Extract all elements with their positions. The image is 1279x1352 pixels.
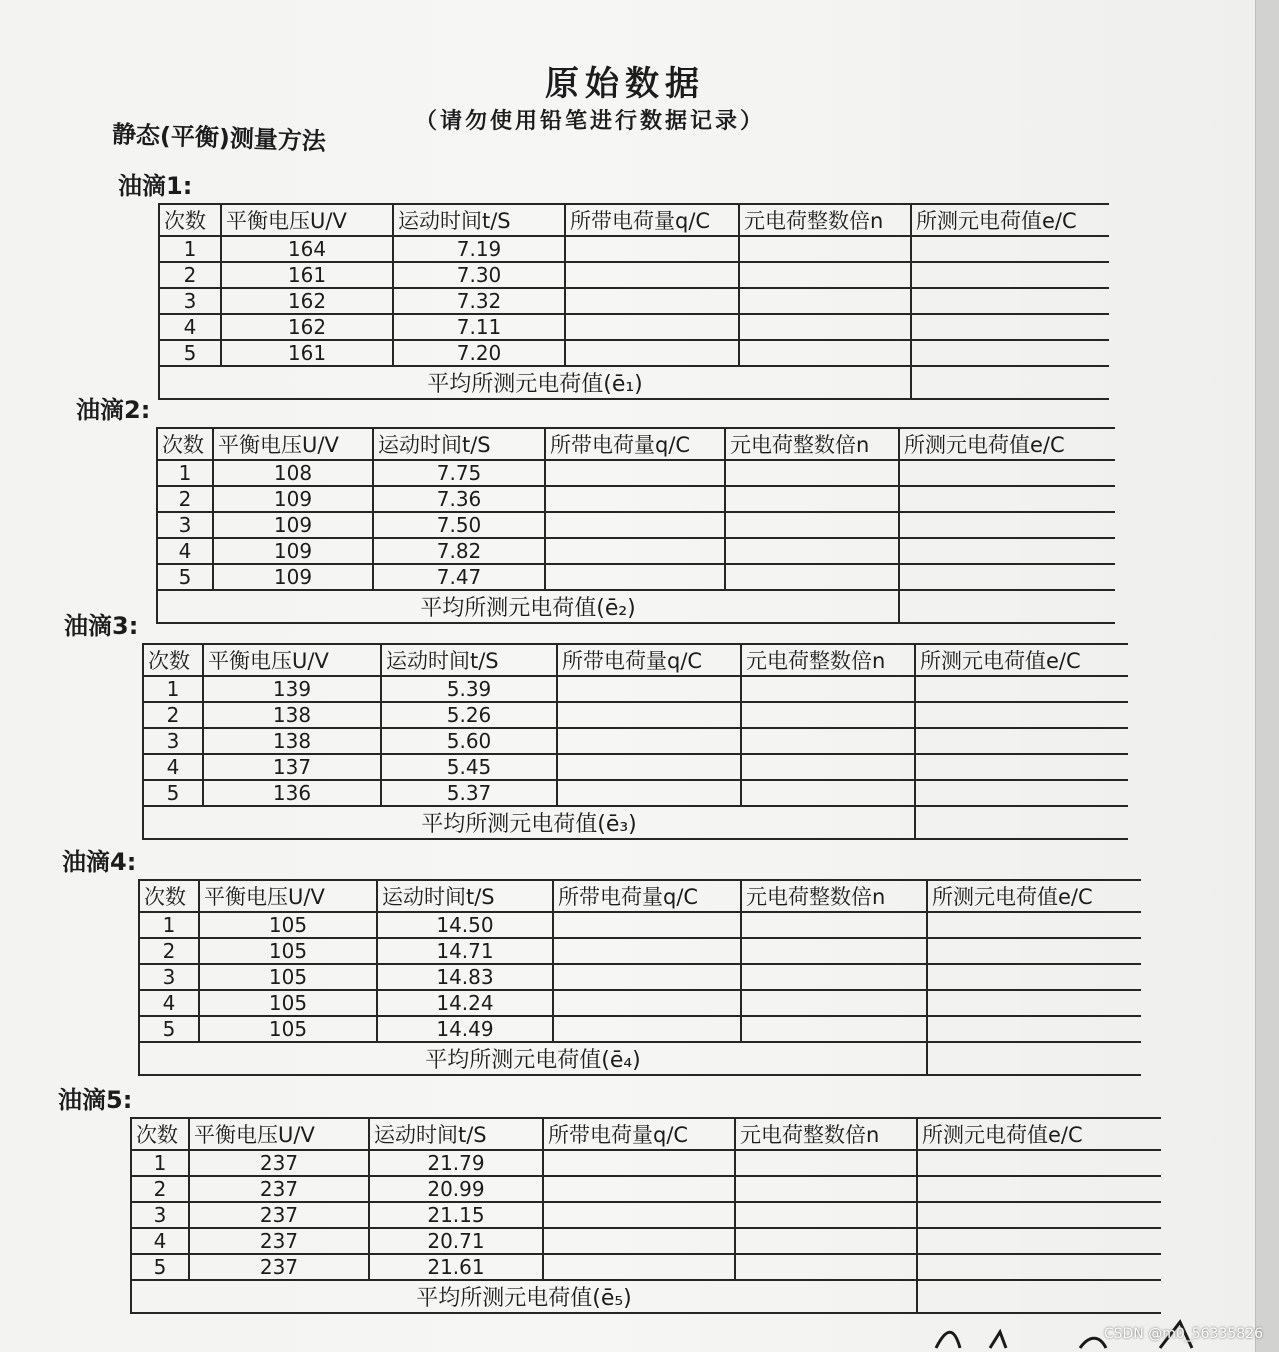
cell-int — [725, 460, 899, 486]
header-t: 运动时间t/S — [377, 880, 553, 912]
data-table — [138, 879, 1141, 1076]
cell-e — [899, 564, 1115, 590]
method-label: 静态(平衡)测量方法 — [111, 120, 327, 156]
table-row — [159, 262, 1109, 288]
cell-e — [917, 1150, 1161, 1176]
table-row — [131, 1202, 1161, 1228]
cell-u: 161 — [221, 340, 393, 366]
table-row — [157, 564, 1115, 590]
cell-n: 4 — [131, 1228, 189, 1254]
header-row — [143, 644, 1128, 676]
cell-u: 162 — [221, 314, 393, 340]
cell-t: 14.83 — [377, 964, 553, 990]
header-t: 运动时间t/S — [393, 204, 565, 236]
cell-e — [917, 1254, 1161, 1280]
table-row — [159, 340, 1109, 366]
cell-int — [725, 512, 899, 538]
drop-label: 油滴2: — [76, 396, 151, 424]
cell-n: 4 — [157, 538, 213, 564]
average-label: 平均所测元电荷值(ē₅) — [131, 1280, 917, 1313]
header-n: 次数 — [131, 1118, 189, 1150]
cell-q — [565, 340, 739, 366]
cell-u: 162 — [221, 288, 393, 314]
cell-n: 1 — [131, 1150, 189, 1176]
cell-t: 7.32 — [393, 288, 565, 314]
cell-q — [557, 780, 741, 806]
cell-q — [553, 990, 741, 1016]
table-row — [131, 1176, 1161, 1202]
cell-q — [543, 1228, 735, 1254]
average-row — [131, 1280, 1161, 1313]
cell-e — [915, 702, 1128, 728]
average-row — [139, 1042, 1141, 1075]
cell-e — [927, 964, 1141, 990]
header-q: 所带电荷量q/C — [565, 204, 739, 236]
cell-int — [741, 1016, 927, 1042]
header-n: 次数 — [159, 204, 221, 236]
cell-e — [911, 262, 1109, 288]
cell-q — [553, 1016, 741, 1042]
header-q: 所带电荷量q/C — [545, 428, 725, 460]
watermark: CSDN @m0_56335826 — [1103, 1326, 1263, 1342]
cell-u: 105 — [199, 938, 377, 964]
header-u: 平衡电压U/V — [213, 428, 373, 460]
cell-n: 4 — [139, 990, 199, 1016]
cell-int — [741, 702, 915, 728]
cell-t: 7.19 — [393, 236, 565, 262]
cell-t: 5.60 — [381, 728, 557, 754]
table-row — [143, 728, 1128, 754]
header-t: 运动时间t/S — [373, 428, 545, 460]
cell-q — [545, 564, 725, 590]
header-n: 次数 — [143, 644, 203, 676]
drop-section-3 — [64, 606, 1084, 840]
cell-t: 7.50 — [373, 512, 545, 538]
cell-u: 105 — [199, 964, 377, 990]
cell-q — [543, 1150, 735, 1176]
data-table — [130, 1117, 1161, 1314]
header-e: 所测元电荷值e/C — [915, 644, 1128, 676]
cell-u: 108 — [213, 460, 373, 486]
drop-label: 油滴1: — [118, 172, 193, 200]
cell-int — [739, 236, 911, 262]
cell-t: 14.71 — [377, 938, 553, 964]
drop-label: 油滴4: — [62, 848, 137, 876]
cell-t: 7.30 — [393, 262, 565, 288]
cell-n: 3 — [143, 728, 203, 754]
data-table — [156, 427, 1115, 624]
cell-n: 3 — [139, 964, 199, 990]
cell-u: 105 — [199, 990, 377, 1016]
cell-q — [557, 676, 741, 702]
cell-t: 20.99 — [369, 1176, 543, 1202]
table-row — [139, 1016, 1141, 1042]
cell-int — [739, 288, 911, 314]
cell-q — [557, 754, 741, 780]
cell-n: 4 — [159, 314, 221, 340]
table-row — [159, 236, 1109, 262]
header-e: 所测元电荷值e/C — [899, 428, 1115, 460]
cell-t: 5.37 — [381, 780, 557, 806]
drop-section-4 — [62, 842, 1093, 1076]
cell-q — [565, 314, 739, 340]
cell-u: 237 — [189, 1176, 369, 1202]
cell-n: 5 — [139, 1016, 199, 1042]
cell-q — [553, 912, 741, 938]
cell-int — [741, 728, 915, 754]
data-table — [142, 643, 1128, 840]
cell-q — [565, 288, 739, 314]
cell-t: 14.24 — [377, 990, 553, 1016]
cell-q — [565, 262, 739, 288]
cell-e — [911, 340, 1109, 366]
cell-int — [741, 912, 927, 938]
cell-n: 3 — [157, 512, 213, 538]
cell-int — [741, 754, 915, 780]
cell-n: 2 — [131, 1176, 189, 1202]
cell-n: 2 — [139, 938, 199, 964]
average-value — [917, 1280, 1161, 1313]
table-row — [131, 1254, 1161, 1280]
cell-e — [911, 288, 1109, 314]
cell-u: 109 — [213, 538, 373, 564]
table-row — [159, 288, 1109, 314]
drop-section-5 — [58, 1080, 1083, 1314]
header-row — [157, 428, 1115, 460]
average-value — [915, 806, 1128, 839]
table-row — [139, 938, 1141, 964]
cell-t: 7.20 — [393, 340, 565, 366]
cell-n: 2 — [159, 262, 221, 288]
cell-e — [915, 728, 1128, 754]
cell-e — [899, 538, 1115, 564]
cell-u: 138 — [203, 728, 381, 754]
cell-u: 164 — [221, 236, 393, 262]
header-e: 所测元电荷值e/C — [911, 204, 1109, 236]
cell-n: 3 — [131, 1202, 189, 1228]
cell-u: 109 — [213, 564, 373, 590]
table-row — [159, 314, 1109, 340]
header-e: 所测元电荷值e/C — [927, 880, 1141, 912]
average-label: 平均所测元电荷值(ē₃) — [143, 806, 915, 839]
page-edge — [1255, 0, 1279, 1352]
cell-n: 1 — [159, 236, 221, 262]
cell-e — [911, 236, 1109, 262]
cell-e — [927, 1016, 1141, 1042]
cell-int — [739, 340, 911, 366]
cell-q — [545, 460, 725, 486]
cell-u: 237 — [189, 1228, 369, 1254]
cell-q — [557, 728, 741, 754]
cell-q — [543, 1254, 735, 1280]
header-u: 平衡电压U/V — [199, 880, 377, 912]
table-row — [139, 964, 1141, 990]
header-int: 元电荷整数倍n — [741, 644, 915, 676]
cell-t: 7.11 — [393, 314, 565, 340]
cell-u: 105 — [199, 912, 377, 938]
cell-n: 2 — [157, 486, 213, 512]
table-row — [157, 512, 1115, 538]
cell-e — [927, 912, 1141, 938]
header-u: 平衡电压U/V — [189, 1118, 369, 1150]
cell-e — [911, 314, 1109, 340]
header-q: 所带电荷量q/C — [543, 1118, 735, 1150]
cell-e — [915, 676, 1128, 702]
cell-u: 161 — [221, 262, 393, 288]
cell-t: 5.39 — [381, 676, 557, 702]
cell-u: 139 — [203, 676, 381, 702]
drop-label: 油滴5: — [58, 1086, 133, 1114]
cell-u: 237 — [189, 1150, 369, 1176]
cell-t: 7.75 — [373, 460, 545, 486]
page-title: 原始数据 — [545, 64, 705, 104]
table-row — [139, 990, 1141, 1016]
cell-int — [725, 486, 899, 512]
cell-u: 105 — [199, 1016, 377, 1042]
cell-int — [741, 676, 915, 702]
cell-int — [741, 964, 927, 990]
table-row — [143, 676, 1128, 702]
cell-t: 14.50 — [377, 912, 553, 938]
cell-q — [543, 1202, 735, 1228]
cell-q — [545, 512, 725, 538]
cell-int — [735, 1176, 917, 1202]
header-int: 元电荷整数倍n — [741, 880, 927, 912]
cell-n: 5 — [157, 564, 213, 590]
cell-e — [927, 990, 1141, 1016]
header-n: 次数 — [139, 880, 199, 912]
cell-t: 21.61 — [369, 1254, 543, 1280]
header-u: 平衡电压U/V — [203, 644, 381, 676]
cell-t: 7.36 — [373, 486, 545, 512]
table-row — [157, 460, 1115, 486]
average-label: 平均所测元电荷值(ē₁) — [159, 366, 911, 399]
cell-n: 3 — [159, 288, 221, 314]
drop-section-1 — [118, 166, 1138, 400]
header-q: 所带电荷量q/C — [553, 880, 741, 912]
cell-q — [557, 702, 741, 728]
cell-n: 5 — [159, 340, 221, 366]
cell-e — [917, 1228, 1161, 1254]
cell-e — [927, 938, 1141, 964]
cell-n: 1 — [139, 912, 199, 938]
cell-int — [741, 990, 927, 1016]
table-row — [139, 912, 1141, 938]
cell-u: 136 — [203, 780, 381, 806]
header-int: 元电荷整数倍n — [725, 428, 899, 460]
cell-e — [917, 1202, 1161, 1228]
cell-e — [899, 512, 1115, 538]
cell-int — [735, 1254, 917, 1280]
header-q: 所带电荷量q/C — [557, 644, 741, 676]
cell-t: 7.82 — [373, 538, 545, 564]
average-value — [927, 1042, 1141, 1075]
cell-n: 1 — [157, 460, 213, 486]
average-label: 平均所测元电荷值(ē₂) — [157, 590, 899, 623]
cell-int — [735, 1150, 917, 1176]
cell-t: 5.26 — [381, 702, 557, 728]
cell-u: 237 — [189, 1202, 369, 1228]
page-subtitle: （请勿使用铅笔进行数据记录） — [415, 108, 766, 134]
header-int: 元电荷整数倍n — [739, 204, 911, 236]
cell-t: 5.45 — [381, 754, 557, 780]
cell-n: 5 — [131, 1254, 189, 1280]
cell-t: 20.71 — [369, 1228, 543, 1254]
cell-t: 21.79 — [369, 1150, 543, 1176]
cell-q — [545, 538, 725, 564]
cell-int — [739, 314, 911, 340]
header-int: 元电荷整数倍n — [735, 1118, 917, 1150]
average-row — [143, 806, 1128, 839]
header-u: 平衡电压U/V — [221, 204, 393, 236]
cell-u: 137 — [203, 754, 381, 780]
cell-int — [725, 538, 899, 564]
cell-q — [545, 486, 725, 512]
table-row — [157, 486, 1115, 512]
header-t: 运动时间t/S — [369, 1118, 543, 1150]
cell-int — [735, 1228, 917, 1254]
table-row — [157, 538, 1115, 564]
cell-int — [725, 564, 899, 590]
data-table — [158, 203, 1109, 400]
cell-e — [899, 460, 1115, 486]
cell-n: 4 — [143, 754, 203, 780]
drop-label: 油滴3: — [64, 612, 139, 640]
table-row — [143, 702, 1128, 728]
table-row — [131, 1228, 1161, 1254]
header-row — [139, 880, 1141, 912]
drop-section-2 — [76, 390, 1096, 624]
cell-t: 14.49 — [377, 1016, 553, 1042]
cell-int — [735, 1202, 917, 1228]
header-row — [131, 1118, 1161, 1150]
cell-n: 2 — [143, 702, 203, 728]
cell-u: 138 — [203, 702, 381, 728]
cell-t: 21.15 — [369, 1202, 543, 1228]
cell-u: 109 — [213, 486, 373, 512]
cell-e — [915, 754, 1128, 780]
cell-e — [899, 486, 1115, 512]
header-n: 次数 — [157, 428, 213, 460]
cell-t: 7.47 — [373, 564, 545, 590]
cell-e — [915, 780, 1128, 806]
cell-n: 5 — [143, 780, 203, 806]
header-e: 所测元电荷值e/C — [917, 1118, 1161, 1150]
cell-u: 109 — [213, 512, 373, 538]
cell-q — [553, 938, 741, 964]
cell-int — [741, 938, 927, 964]
table-row — [143, 780, 1128, 806]
cell-q — [543, 1176, 735, 1202]
header-t: 运动时间t/S — [381, 644, 557, 676]
average-label: 平均所测元电荷值(ē₄) — [139, 1042, 927, 1075]
cell-int — [741, 780, 915, 806]
cell-q — [565, 236, 739, 262]
cell-q — [553, 964, 741, 990]
cell-u: 237 — [189, 1254, 369, 1280]
cell-int — [739, 262, 911, 288]
cell-n: 1 — [143, 676, 203, 702]
table-row — [143, 754, 1128, 780]
cell-e — [917, 1176, 1161, 1202]
table-row — [131, 1150, 1161, 1176]
header-row — [159, 204, 1109, 236]
